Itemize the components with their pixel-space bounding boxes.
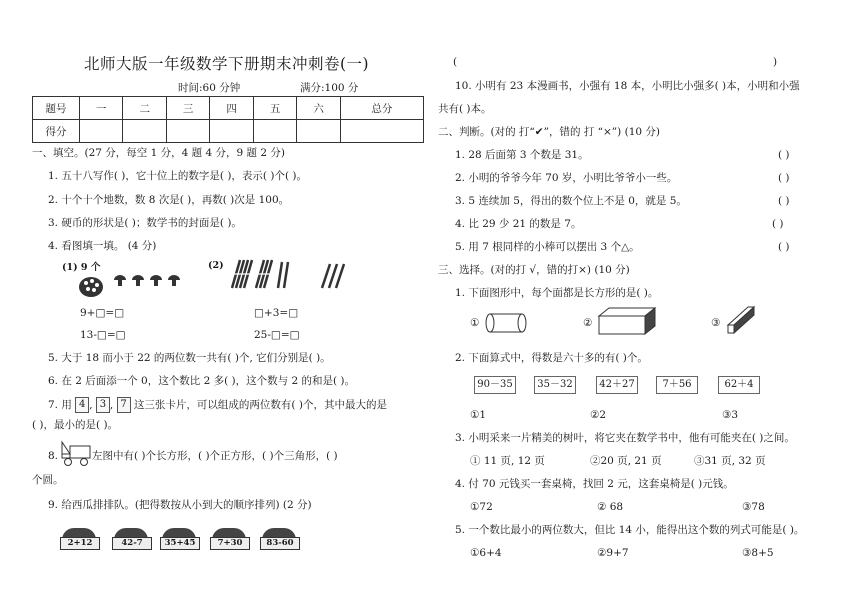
q4-equation-3: □+3=□ [254, 307, 299, 319]
judge-5: 5. 用 7 根同样的小棒可以摆出 3 个△。 [455, 241, 640, 253]
table-cell: 六 [297, 97, 340, 120]
section-3-heading: 三、选择。(对的打 √，错的打×) (10 分) [438, 264, 630, 276]
score-field[interactable] [253, 120, 296, 143]
choice-4-option-2[interactable]: ② 68 [597, 501, 624, 513]
choice-4-option-3[interactable]: ③78 [742, 501, 765, 513]
exam-time: 时间:60 分钟 [178, 82, 241, 94]
answer-paren-open: ( [453, 56, 458, 68]
watermelon-card [260, 528, 298, 548]
expression-box: 62＋4 [718, 376, 760, 394]
judge-5-answer[interactable]: ( ) [778, 241, 790, 253]
score-field[interactable] [210, 120, 253, 143]
q4-picture-2-label: (2) [208, 260, 224, 271]
choice-3-option-3[interactable]: ③31 页, 32 页 [694, 455, 766, 467]
question-2: 2. 十个十个地数，数 8 次是( )，再数( )次是 100。 [48, 194, 290, 206]
digit-card: 7 [117, 397, 131, 413]
question-8: 左图中有( )个长方形，( )个正方形，( )个三角形，( ) [92, 450, 338, 462]
truck-shapes-icon [60, 440, 92, 468]
choice-2-option-1[interactable]: ①1 [470, 409, 487, 421]
expression-box: 90－35 [474, 376, 516, 394]
expression-box: 7＋56 [656, 376, 698, 394]
q4-equation-2: 13-□=□ [80, 329, 126, 341]
judge-1: 1. 28 后面第 3 个数是 31。 [455, 149, 589, 161]
mushroom-basket-icon [78, 272, 198, 298]
choice-3: 3. 小明采来一片精美的树叶，将它夹在数学书中，他有可能夹在( )之间。 [455, 432, 795, 444]
table-cell: 五 [253, 97, 296, 120]
table-cell: 题号 [33, 97, 80, 120]
choice-2-option-3[interactable]: ③3 [722, 409, 739, 421]
question-10: 10. 小明有 23 本漫画书，小强有 18 本，小明比小强多( )本，小明和小强 [455, 80, 800, 92]
section-2-heading: 二、判断。(对的 打“✔”，错的 打 “×”) (10 分) [438, 126, 661, 138]
section-1-heading: 一、填空。(27 分，每空 1 分，4 题 4 分，9 题 2 分) [32, 147, 285, 159]
question-8-num: 8. [48, 450, 59, 462]
q4-equation-4: 25-□=□ [254, 329, 300, 341]
judge-1-answer[interactable]: ( ) [778, 149, 790, 161]
question-5: 5. 大于 18 而小于 22 的两位数一共有( )个, 它们分别是( )。 [48, 352, 331, 364]
table-cell: 三 [166, 97, 209, 120]
digit-card: 4 [75, 397, 89, 413]
score-field[interactable] [166, 120, 209, 143]
choice-3-option-2[interactable]: ②20 页, 21 页 [590, 455, 662, 467]
question-3: 3. 硬币的形状是( )；数学书的封面是( )。 [48, 217, 242, 229]
judge-2-answer[interactable]: ( ) [778, 172, 790, 184]
full-score: 满分:100 分 [300, 82, 359, 94]
table-cell: 得分 [33, 120, 80, 143]
table-cell: 二 [123, 97, 166, 120]
judge-4: 4. 比 29 少 21 的数是 7。 [455, 218, 582, 230]
judge-3: 3. 5 连续加 5，得出的数个位上不是 0，就是 5。 [455, 195, 687, 207]
choice-1-option-3[interactable]: ③ [711, 317, 721, 329]
score-table [32, 96, 424, 143]
choice-5-option-2[interactable]: ②9+7 [597, 547, 629, 559]
watermelon-expression: 7+30 [210, 537, 250, 550]
table-cell: 四 [210, 97, 253, 120]
square-prism-icon [726, 303, 758, 337]
choice-5: 5. 一个数比最小的两位数大，但比 14 小，能得出这个数的列式可能是( )。 [455, 524, 805, 536]
watermelon-expression: 35+45 [160, 537, 200, 550]
question-10-cont: 共有( )本。 [438, 103, 492, 115]
expression-box: 42＋27 [596, 376, 638, 394]
q7-text-b: 这三张卡片，可以组成的两位数有( )个，其中最大的是 [133, 399, 387, 411]
choice-1: 1. 下面图形中，每个面都是长方形的是( )。 [455, 287, 659, 299]
score-field[interactable] [297, 120, 340, 143]
choice-5-option-1[interactable]: ①6+4 [470, 547, 502, 559]
watermelon-expression: 83-60 [260, 537, 300, 550]
question-8-cont: 个圆。 [32, 474, 64, 486]
cuboid-icon [597, 306, 657, 336]
choice-1-option-1[interactable]: ① [470, 317, 480, 329]
table-cell: 总分 [340, 97, 423, 120]
choice-2-option-2[interactable]: ②2 [590, 409, 607, 421]
page-title: 北师大版一年级数学下册期末冲刺卷(一) [84, 55, 370, 73]
watermelon-card [112, 528, 150, 548]
watermelon-card [60, 528, 98, 548]
question-6: 6. 在 2 后面添一个 0，这个数比 2 多( )，这个数与 2 的和是( )。 [48, 375, 356, 387]
choice-4: 4. 付 70 元钱买一套桌椅，找回 2 元，这套桌椅是( )元钱。 [455, 478, 734, 490]
question-7: 7. 用 4 , 3 , 7 这三张卡片，可以组成的两位数有( )个，其中最大的是 [48, 399, 387, 411]
judge-2: 2. 小明的爷爷今年 70 岁，小明比爷爷小一些。 [455, 172, 678, 184]
watermelon-expression: 2+12 [60, 537, 100, 550]
choice-2: 2. 下面算式中，得数是六十多的有( )个。 [455, 352, 648, 364]
q4-picture-1-label: (1) 9 个 [62, 262, 101, 273]
table-row [33, 97, 424, 120]
q7-text-a: 7. 用 [48, 399, 72, 411]
stick-bundles-icon [226, 258, 366, 294]
question-4: 4. 看图填一填。 (4 分) [48, 240, 157, 252]
judge-3-answer[interactable]: ( ) [778, 195, 790, 207]
table-cell: 一 [80, 97, 123, 120]
score-field[interactable] [123, 120, 166, 143]
table-row [33, 120, 424, 143]
question-7-cont: ( )，最小的是( )。 [32, 419, 119, 431]
watermelon-expression: 42-7 [112, 537, 152, 550]
q4-equation-1: 9+□=□ [80, 307, 125, 319]
answer-paren-close: ) [773, 56, 778, 68]
expression-box: 35－32 [534, 376, 576, 394]
question-9: 9. 给西瓜排排队。(把得数按从小到大的顺序排列) (2 分) [48, 499, 312, 511]
watermelon-card [160, 528, 198, 548]
judge-4-answer[interactable]: ( ) [772, 218, 784, 230]
choice-3-option-1[interactable]: ① 11 页, 12 页 [470, 455, 545, 467]
question-1: 1. 五十八写作( )，它十位上的数字是( )，表示( )个( )。 [48, 170, 307, 182]
score-field[interactable] [80, 120, 123, 143]
cylinder-icon [484, 310, 528, 336]
choice-4-option-1[interactable]: ①72 [470, 501, 493, 513]
digit-card: 3 [96, 397, 110, 413]
watermelon-card [210, 528, 248, 548]
score-field[interactable] [340, 120, 423, 143]
choice-5-option-3[interactable]: ③8+5 [742, 547, 774, 559]
choice-1-option-2[interactable]: ② [583, 317, 593, 329]
